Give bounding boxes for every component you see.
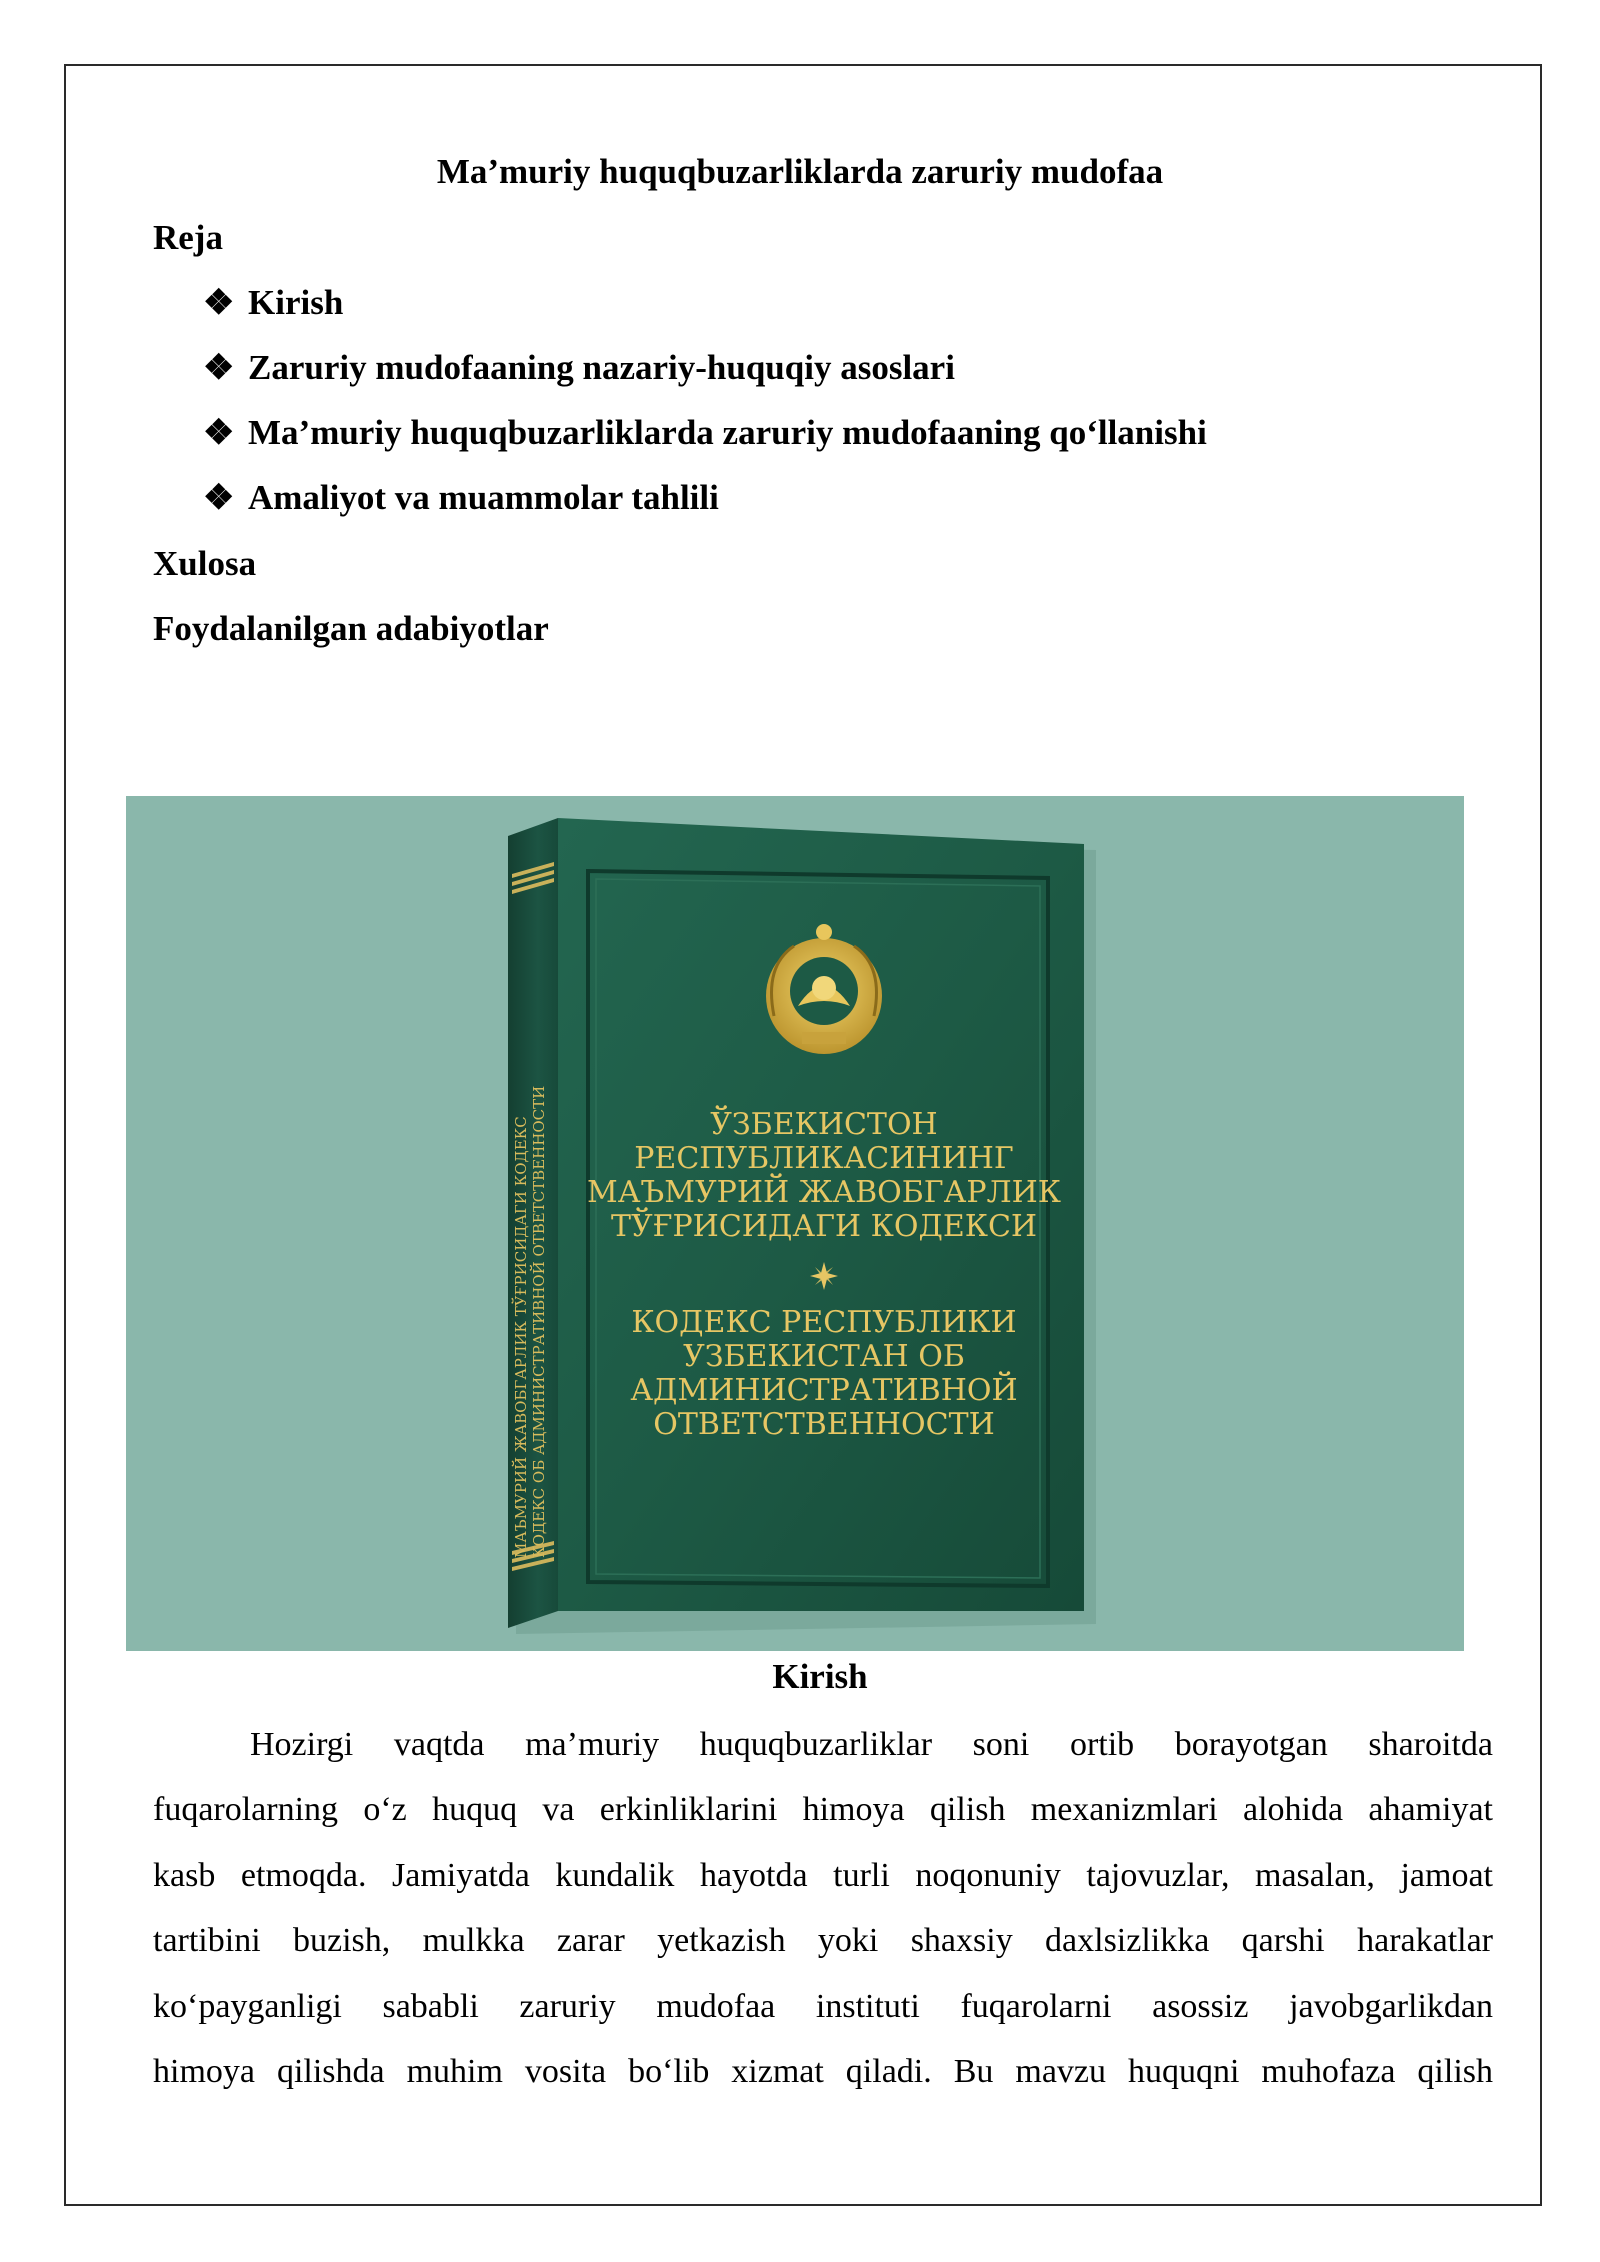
conclusion-heading: Xulosa <box>153 544 257 583</box>
bullet-icon: ❖ <box>203 283 235 322</box>
paragraph-line: Hozirgi vaqtda ma’muriy huquqbuzarliklar soni ortib borayotgan sharoitda <box>250 1726 1493 1763</box>
references-heading: Foydalanilgan adabiyotlar <box>153 609 549 648</box>
plan-item <box>203 348 955 388</box>
plan-heading: Reja <box>153 218 223 257</box>
plan-item-label: Ma’muriy huquqbuzarliklarda zaruriy mudofaaning qo‘llanishi <box>248 413 1207 452</box>
section-heading: Kirish <box>772 1657 868 1696</box>
bullet-icon: ❖ <box>203 478 235 517</box>
cover-line-ru: ОТВЕТСТВЕННОСТИ <box>653 1407 995 1442</box>
plan-item-label: Kirish <box>248 283 344 322</box>
book-cover-image <box>126 796 1464 1651</box>
plan-item-label: Zaruriy mudofaaning nazariy-huquqiy asoslari <box>248 348 955 387</box>
paragraph-line: fuqarolarning o‘z huquq va erkinliklarini himoya qilish mexanizmlari alohida ahamiyat <box>153 1791 1493 1829</box>
paragraph-line: himoya qilishda muhim vosita bo‘lib xizmat qiladi. Bu mavzu huquqni muhofaza qilish <box>153 2052 1493 2090</box>
bullet-icon: ❖ <box>203 413 235 452</box>
document-title: Ma’muriy huquqbuzarliklarda zaruriy mudofaa <box>436 152 1164 191</box>
cover-line-uz: РЕСПУБЛИКАСИНИНГ <box>634 1141 1014 1176</box>
paragraph-line: kasb etmoqda. Jamiyatda kundalik hayotda turli noqonuniy tajovuzlar, masalan, jamoat <box>153 1856 1493 1894</box>
plan-item <box>203 478 719 518</box>
paragraph-line: ko‘payganligi sababli zaruriy mudofaa instituti fuqarolarni asossiz javobgarlikdan <box>153 1987 1493 2025</box>
cover-line-uz: ТЎҒРИСИДАГИ КОДЕКСИ <box>610 1209 1038 1244</box>
spine-text: КОДЕКС ОБ АДМИНИСТРАТИВНОЙ ОТВЕТСТВЕННОСТИ <box>530 1085 548 1558</box>
paragraph-line: tartibini buzish, mulkka zarar yetkazish yoki shaxsiy daxlsizlikka qarshi harakatlar <box>153 1922 1493 1960</box>
plan-item <box>203 283 343 323</box>
cover-line-ru: КОДЕКС РЕСПУБЛИКИ <box>631 1305 1017 1340</box>
cover-line-uz: ЎЗБЕКИСТОН <box>710 1107 938 1142</box>
plan-item <box>203 413 1207 453</box>
intro-paragraph <box>153 1712 1493 2104</box>
cover-line-ru: УЗБЕКИСТАН ОБ <box>683 1339 965 1374</box>
cover-line-ru: АДМИНИСТРАТИВНОЙ <box>630 1373 1018 1408</box>
bullet-icon: ❖ <box>203 348 235 387</box>
plan-item-label: Amaliyot va muammolar tahlili <box>248 478 719 517</box>
spine-text: МАЪМУРИЙ ЖАВОБГАРЛИК ТЎҒРИСИДАГИ КОДЕКС <box>512 1116 530 1558</box>
cover-line-uz: МАЪМУРИЙ ЖАВОБГАРЛИК <box>586 1175 1062 1210</box>
